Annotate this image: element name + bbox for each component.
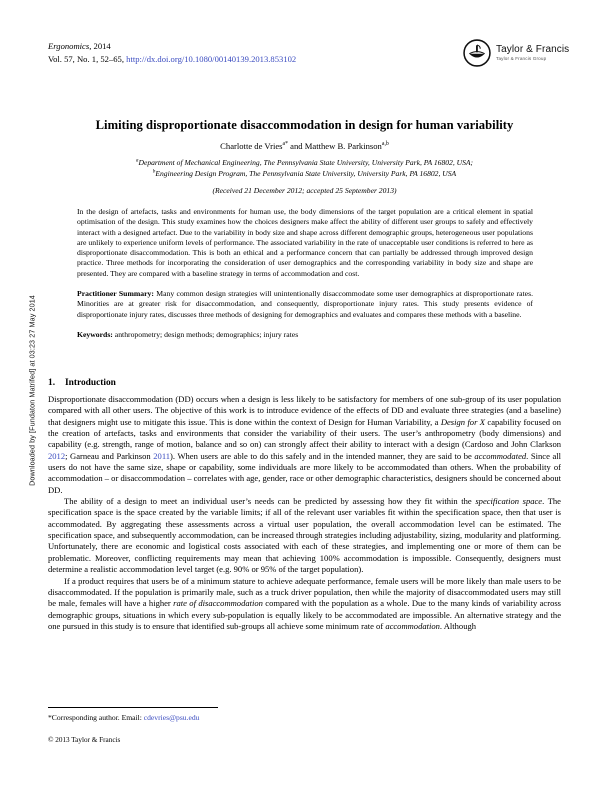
affiliation-b-marker: b <box>152 168 156 175</box>
taylor-francis-emblem-icon <box>463 39 491 67</box>
body-paragraph-3 <box>48 576 561 633</box>
p1-part3: ; Garneau and Parkinson <box>65 450 154 461</box>
corresponding-email-link[interactable]: cdevries@psu.edu <box>143 713 200 722</box>
affiliation-a-text: Department of Mechanical Engineering, The Pennsylvania State University, University Park, PA 16802, USA; <box>138 158 474 167</box>
affiliation-b-text: Engineering Design Program, The Pennsylvania State University, University Park, PA 16802, USA <box>155 169 457 178</box>
keywords-label: Keywords: <box>77 329 113 339</box>
author-list <box>48 141 561 151</box>
doi-link[interactable]: http://dx.doi.org/10.1080/00140139.2013.853102 <box>126 53 297 64</box>
volume-issue-pages: Vol. 57, No. 1, 52–65, <box>48 53 127 64</box>
section-heading-introduction <box>48 378 116 388</box>
p1-part5: . Since all users do not have the same size, shape or capability, some individuals are more likely to be accommodated than others. When the probability of accommodation – or disaccommodation – correlates with age, gender, race or other demographic characteristics, designers should be concerned about DD. <box>48 450 561 495</box>
footnote-divider <box>48 707 218 708</box>
corresponding-marker: * <box>48 713 52 722</box>
author-name-2: Matthew B. Parkinson <box>304 141 382 151</box>
p3-italic-rate-of-disaccommodation: rate of disaccommodation <box>173 598 263 609</box>
corresponding-author-note <box>48 712 199 723</box>
body-paragraph-2 <box>48 496 561 575</box>
p1-italic-accommodated: accommodated <box>474 450 527 461</box>
p2-italic-specification-space: specification space <box>475 496 543 507</box>
author-1-affiliation-marker: a* <box>282 141 289 148</box>
keywords <box>77 330 533 340</box>
article-history: (Received 21 December 2012; accepted 25 September 2013) <box>212 186 397 195</box>
citation-link-garneau-parkinson[interactable]: 2011 <box>153 450 171 461</box>
section-number: 1. <box>48 378 56 388</box>
p3-part1: If a product requires that users be of a minimum stature to achieve adequate performance, female users will be more likely than male users to be disaccommodated. If the population is primarily male, such as a truck driver population, then while the majority of disaccommodated users may still be male, females will have a higher <box>48 575 561 609</box>
journal-line <box>48 40 296 53</box>
p1-part4: ). When users are able to do this safely and in the intended manner, they are said to be <box>170 450 475 461</box>
section-title: Introduction <box>65 378 116 388</box>
copyright-notice: © 2013 Taylor & Francis <box>48 736 121 744</box>
introduction-body <box>48 394 561 632</box>
corresponding-text: Corresponding author. Email: <box>51 713 144 722</box>
affiliation-list <box>48 157 561 179</box>
practitioner-summary-text: Many common design strategies will unintentionally disaccommodate some user demographics at disproportionate rates. Minorities are at greater risk for disaccommodation, and consequently, disproportionate injury rates. This study presents evidence of disproportionate injury rates, discusses three methods of designing for demographics and evaluates and compares these methods with a baseline. <box>77 289 533 319</box>
practitioner-summary <box>77 289 533 320</box>
author-2-affiliation-marker: a,b <box>381 141 389 148</box>
p1-italic-design-for-x: Design for X <box>440 416 486 427</box>
abstract-paragraph: In the design of artefacts, tasks and environments for human use, the body dimensions of the target population are a critical element in spatial optimisation of the design. This study examines how the choices designers make affect the ability of different user groups to safely and effectively interact with a designed artefact. Due to the variability in body size and shape across different demographic groups, heterogeneous user populations are unlikely to experience uniform levels of performance. The associated variability in the rate of unacceptable user conditions is referred to here as disproportionate disaccommodation. This is both an ethical and a performance concern that can partially be addressed through improved design practice. Three methods for incorporating the consideration of user demographics and the corresponding variability in body size and shape are presented. They are compared with a baseline strategy in terms of accommodation and cost. <box>77 207 533 278</box>
p3-part2: compared with the population as a whole. Due to the many kinds of variability across demographic groups, situations in which every sub-population is equally likely to be accommodated are impossible. An alternative strategy and the one pursued in this study is to ensure that identified sub-groups all achieve some minimum rate of <box>48 598 561 631</box>
article-title: Limiting disproportionate disaccommodation in design for human variability <box>95 118 514 132</box>
affiliation-b <box>48 168 561 179</box>
author-name-1: Charlotte de Vries <box>220 141 283 151</box>
p2-part2: . The specification space is the space created by the variable limits; if all of the relevant user variables fit within the specification space, then that user is accommodated. By aggregating these assessments across a virtual user population, the overall accommodation level can be estimated. The specification space, and subsequently accommodation, can be increased through strategies including adjustability, sizing, modularity and platforming. Unfortunately, there are economic and logistical costs associated with each of these strategies, and implementing one or more of them can be problematic. Moreover, conflicting requirements may mean that achieving 100% accommodation is impossible. Consequently, designers must determine a realistic accommodation level target (e.g. 90% or 95% of the target population). <box>48 496 561 575</box>
p3-part3: . Although <box>439 620 477 631</box>
p3-italic-accommodation: accommodation <box>385 620 440 631</box>
citation-link-cardoso-clarkson[interactable]: 2012 <box>48 450 66 461</box>
publisher-name: Taylor & Francis <box>496 43 570 55</box>
journal-title: Ergonomics <box>48 41 90 51</box>
publisher-subtitle: Taylor & Francis Group <box>496 55 547 61</box>
p1-part2: capability focused on the creation of artefacts, tasks and environments that consider the variability of their users. The user’s anthropometry (body dimensions) and capability (e.g. strength, range of motion, balance and so on) can strongly affect their ability to interact with a design (Cardoso and John Clarkson <box>48 416 561 450</box>
author-conjunction: and <box>288 141 305 151</box>
publisher-wordmark <box>496 45 569 62</box>
journal-year: , 2014 <box>89 41 111 51</box>
keywords-text: anthropometry; design methods; demographics; injury rates <box>112 329 299 339</box>
practitioner-summary-label: Practitioner Summary: <box>77 289 154 299</box>
volume-line <box>48 53 296 66</box>
body-paragraph-1 <box>48 394 561 496</box>
affiliation-a <box>48 157 561 168</box>
affiliation-a-marker: a <box>135 157 139 164</box>
journal-masthead <box>48 40 296 65</box>
p2-part1: The ability of a design to meet an individual user’s needs can be predicted by assessing how they fit within the <box>64 496 476 507</box>
abstract-block <box>77 207 533 340</box>
download-stamp: Downloaded by [Fundaton Matrifed] at 03:23 27 May 2014 <box>27 295 37 486</box>
taylor-francis-logo <box>463 36 571 70</box>
p1-part1: Disproportionate disaccommodation (DD) occurs when a design is less likely to be satisfactory for members of one sub-group of its user population compared with all other users. The objective of this work is to introduce evidence of the effects of DD and evaluate three strategies (and a baseline) that designers might use to mitigate this issue. This is done within the context of Design for Human Variability, a <box>48 394 561 427</box>
